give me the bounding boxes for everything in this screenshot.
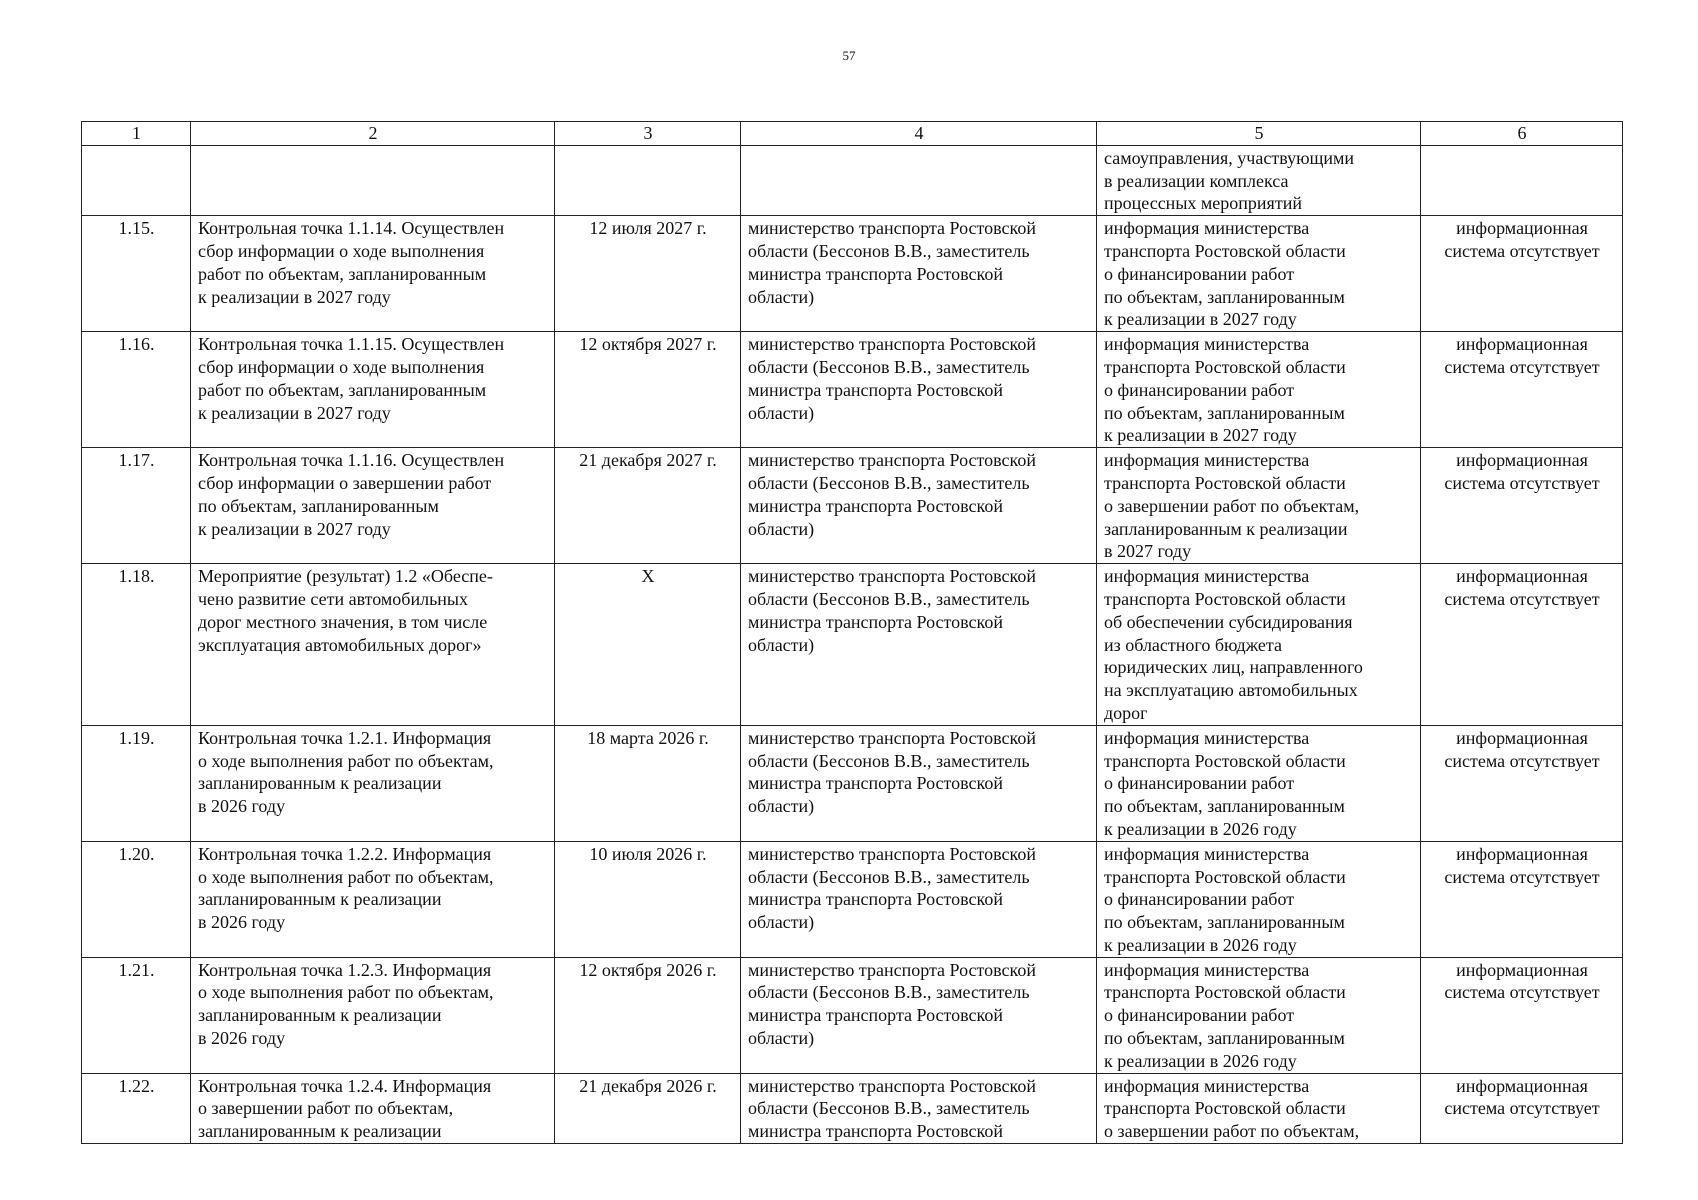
cell-info-system: информационная система отсутствует [1421, 841, 1623, 957]
cell-document: информация министерства транспорта Ростовской области о завершении работ по объектам, запланированным к реализации в 2027 году [1097, 448, 1421, 564]
header-row [82, 122, 1623, 146]
table-row [82, 332, 1623, 448]
cell-info-system: информационная система отсутствует [1421, 1073, 1623, 1143]
column-header: 4 [741, 122, 1097, 146]
cell-responsible: министерство транспорта Ростовской области (Бессонов В.В., заместитель министра транспорта Ростовской области) [741, 332, 1097, 448]
column-header: 5 [1097, 122, 1421, 146]
table-row [82, 725, 1623, 841]
cell-deadline: 21 декабря 2026 г. [555, 1073, 741, 1143]
cell-info-system [1421, 145, 1623, 215]
table-row [82, 1073, 1623, 1143]
cell-number: 1.20. [82, 841, 191, 957]
cell-document: информация министерства транспорта Ростовской области о завершении работ по объектам, [1097, 1073, 1421, 1143]
cell-responsible: министерство транспорта Ростовской области (Бессонов В.В., заместитель министра транспорта Ростовской области) [741, 841, 1097, 957]
column-header: 6 [1421, 122, 1623, 146]
cell-event-name: Контрольная точка 1.2.2. Информация о ходе выполнения работ по объектам, запланированным к реализации в 2026 году [191, 841, 555, 957]
cell-document: информация министерства транспорта Ростовской области о финансировании работ по объектам, запланированным к реализации в 2026 году [1097, 957, 1421, 1073]
table-row [82, 448, 1623, 564]
cell-event-name: Контрольная точка 1.1.14. Осуществлен сбор информации о ходе выполнения работ по объектам, запланированным к реализации в 2027 году [191, 216, 555, 332]
cell-event-name: Контрольная точка 1.2.1. Информация о ходе выполнения работ по объектам, запланированным к реализации в 2026 году [191, 725, 555, 841]
cell-document: информация министерства транспорта Ростовской области об обеспечении субсидирования из областного бюджета юридических лиц, направленного на эксплуатацию автомобильных дорог [1097, 564, 1421, 726]
cell-number: 1.18. [82, 564, 191, 726]
cell-number: 1.17. [82, 448, 191, 564]
cell-info-system: информационная система отсутствует [1421, 957, 1623, 1073]
cell-document: информация министерства транспорта Ростовской области о финансировании работ по объектам, запланированным к реализации в 2026 году [1097, 841, 1421, 957]
table-row [82, 957, 1623, 1073]
cell-deadline [555, 145, 741, 215]
cell-deadline: 21 декабря 2027 г. [555, 448, 741, 564]
cell-responsible: министерство транспорта Ростовской области (Бессонов В.В., заместитель министра транспорта Ростовской области) [741, 957, 1097, 1073]
cell-deadline: 10 июля 2026 г. [555, 841, 741, 957]
cell-info-system: информационная система отсутствует [1421, 725, 1623, 841]
page-number: 57 [842, 48, 856, 63]
cell-deadline: 12 октября 2027 г. [555, 332, 741, 448]
table-row [82, 841, 1623, 957]
cell-info-system: информационная система отсутствует [1421, 564, 1623, 726]
cell-number: 1.21. [82, 957, 191, 1073]
cell-document: информация министерства транспорта Ростовской области о финансировании работ по объектам, запланированным к реализации в 2027 году [1097, 216, 1421, 332]
cell-document: информация министерства транспорта Ростовской области о финансировании работ по объектам, запланированным к реализации в 2026 году [1097, 725, 1421, 841]
cell-info-system: информационная система отсутствует [1421, 216, 1623, 332]
cell-number: 1.16. [82, 332, 191, 448]
cell-event-name [191, 145, 555, 215]
cell-deadline: 18 марта 2026 г. [555, 725, 741, 841]
cell-responsible: министерство транспорта Ростовской области (Бессонов В.В., заместитель министра транспорта Ростовской [741, 1073, 1097, 1143]
table-row [82, 216, 1623, 332]
cell-number: 1.22. [82, 1073, 191, 1143]
cell-event-name: Контрольная точка 1.1.16. Осуществлен сбор информации о завершении работ по объектам, запланированным к реализации в 2027 году [191, 448, 555, 564]
cell-event-name: Контрольная точка 1.1.15. Осуществлен сбор информации о ходе выполнения работ по объектам, запланированным к реализации в 2027 году [191, 332, 555, 448]
cell-responsible [741, 145, 1097, 215]
column-header: 3 [555, 122, 741, 146]
cell-responsible: министерство транспорта Ростовской области (Бессонов В.В., заместитель министра транспорта Ростовской области) [741, 564, 1097, 726]
cell-number [82, 145, 191, 215]
table-row-continuation [82, 145, 1623, 215]
column-header: 2 [191, 122, 555, 146]
cell-event-name: Мероприятие (результат) 1.2 «Обеспе- чено развитие сети автомобильных дорог местного значения, в том числе эксплуатация автомобильных дорог» [191, 564, 555, 726]
cell-deadline: Х [555, 564, 741, 726]
table-row [82, 564, 1623, 726]
cell-deadline: 12 октября 2026 г. [555, 957, 741, 1073]
checkpoints-table [81, 121, 1623, 1144]
cell-event-name: Контрольная точка 1.2.4. Информация о завершении работ по объектам, запланированным к реализации [191, 1073, 555, 1143]
cell-info-system: информационная система отсутствует [1421, 448, 1623, 564]
cell-responsible: министерство транспорта Ростовской области (Бессонов В.В., заместитель министра транспорта Ростовской области) [741, 725, 1097, 841]
cell-number: 1.19. [82, 725, 191, 841]
cell-number: 1.15. [82, 216, 191, 332]
cell-document: информация министерства транспорта Ростовской области о финансировании работ по объектам, запланированным к реализации в 2027 году [1097, 332, 1421, 448]
cell-deadline: 12 июля 2027 г. [555, 216, 741, 332]
cell-document: самоуправления, участвующими в реализации комплекса процессных мероприятий [1097, 145, 1421, 215]
column-header: 1 [82, 122, 191, 146]
cell-responsible: министерство транспорта Ростовской области (Бессонов В.В., заместитель министра транспорта Ростовской области) [741, 216, 1097, 332]
cell-responsible: министерство транспорта Ростовской области (Бессонов В.В., заместитель министра транспорта Ростовской области) [741, 448, 1097, 564]
cell-event-name: Контрольная точка 1.2.3. Информация о ходе выполнения работ по объектам, запланированным к реализации в 2026 году [191, 957, 555, 1073]
cell-info-system: информационная система отсутствует [1421, 332, 1623, 448]
